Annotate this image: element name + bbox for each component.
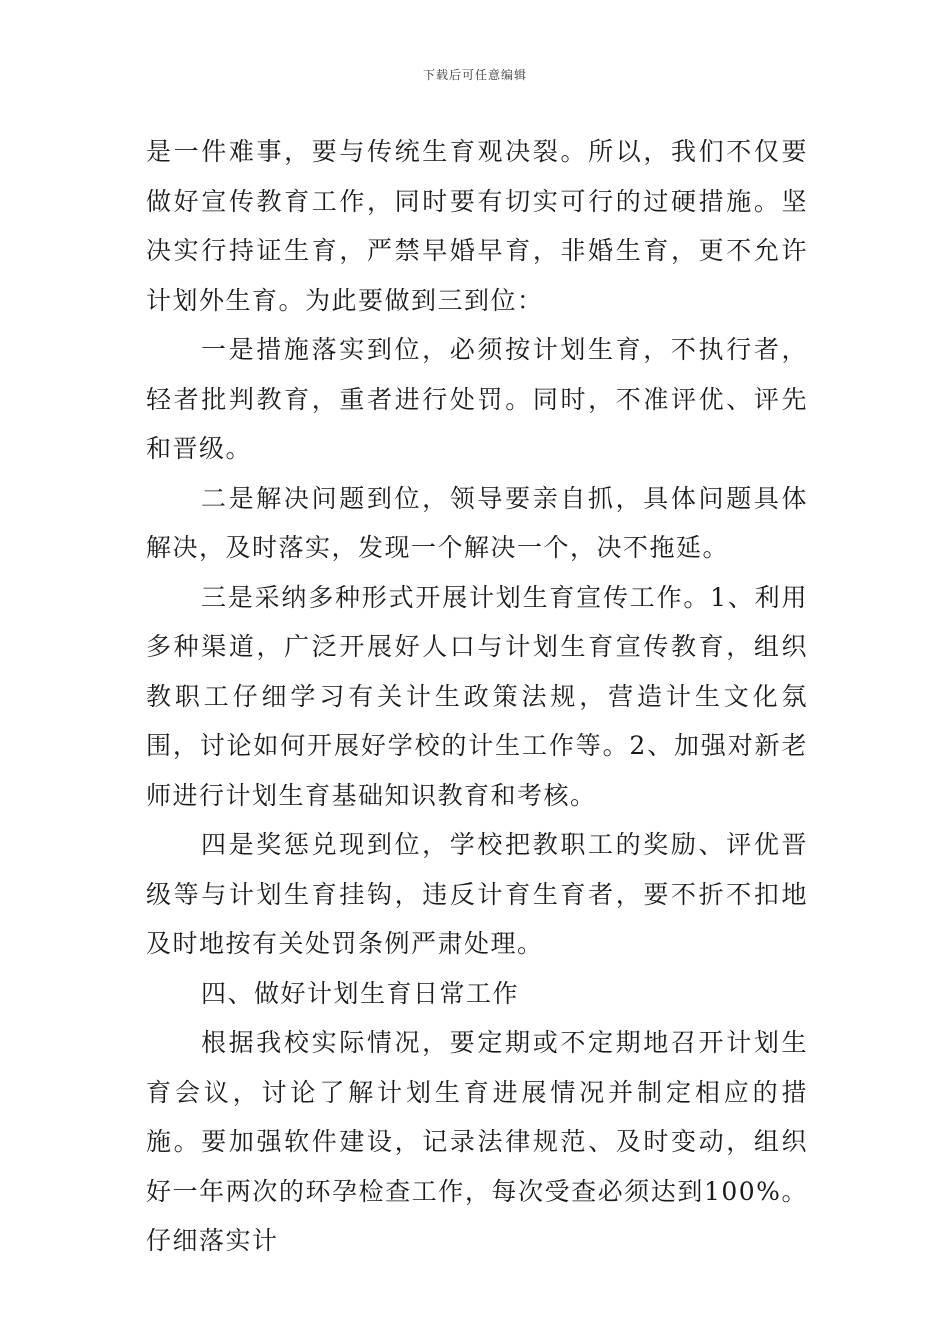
- paragraph: 一是措施落实到位，必须按计划生育，不执行者，轻者批判教育，重者进行处罚。同时，不准评优、评先和晋级。: [146, 335, 808, 463]
- paragraph: 根据我校实际情况，要定期或不定期地召开计划生育会议，讨论了解计划生育进展情况并制定相应的措施。要加强软件建设，记录法律规范、及时变动，组织好一年两次的环孕检查工作，每次受查必须达到100%。仔细落实计: [146, 1028, 808, 1255]
- paragraph: 三是采纳多种形式开展计划生育宣传工作。1、利用多种渠道，广泛开展好人口与计划生育宣传教育，组织教职工仔细学习有关计生政策法规，营造计生文化氛围，讨论如何开展好学校的计生工作等。2、加强对新老师进行计划生育基础知识教育和考核。: [146, 582, 808, 810]
- section-heading: 四、做好计划生育日常工作: [201, 978, 520, 1008]
- page-header-note: 下载后可任意编辑: [422, 68, 527, 82]
- paragraph: 二是解决问题到位，领导要亲自抓，具体问题具体解决，及时落实，发现一个解决一个，决不拖延。: [146, 483, 808, 562]
- paragraph: 是一件难事，要与传统生育观决裂。所以，我们不仅要做好宣传教育工作，同时要有切实可行的过硬措施。坚决实行持证生育，严禁早婚早育，非婚生育，更不允许计划外生育。为此要做到三到位：: [146, 137, 808, 315]
- document-body: [146, 127, 808, 1266]
- paragraph: 四是奖惩兑现到位，学校把教职工的奖励、评优晋级等与计划生育挂钩，违反计育生育者，要不折不扣地及时地按有关处罚条例严肃处理。: [146, 830, 808, 958]
